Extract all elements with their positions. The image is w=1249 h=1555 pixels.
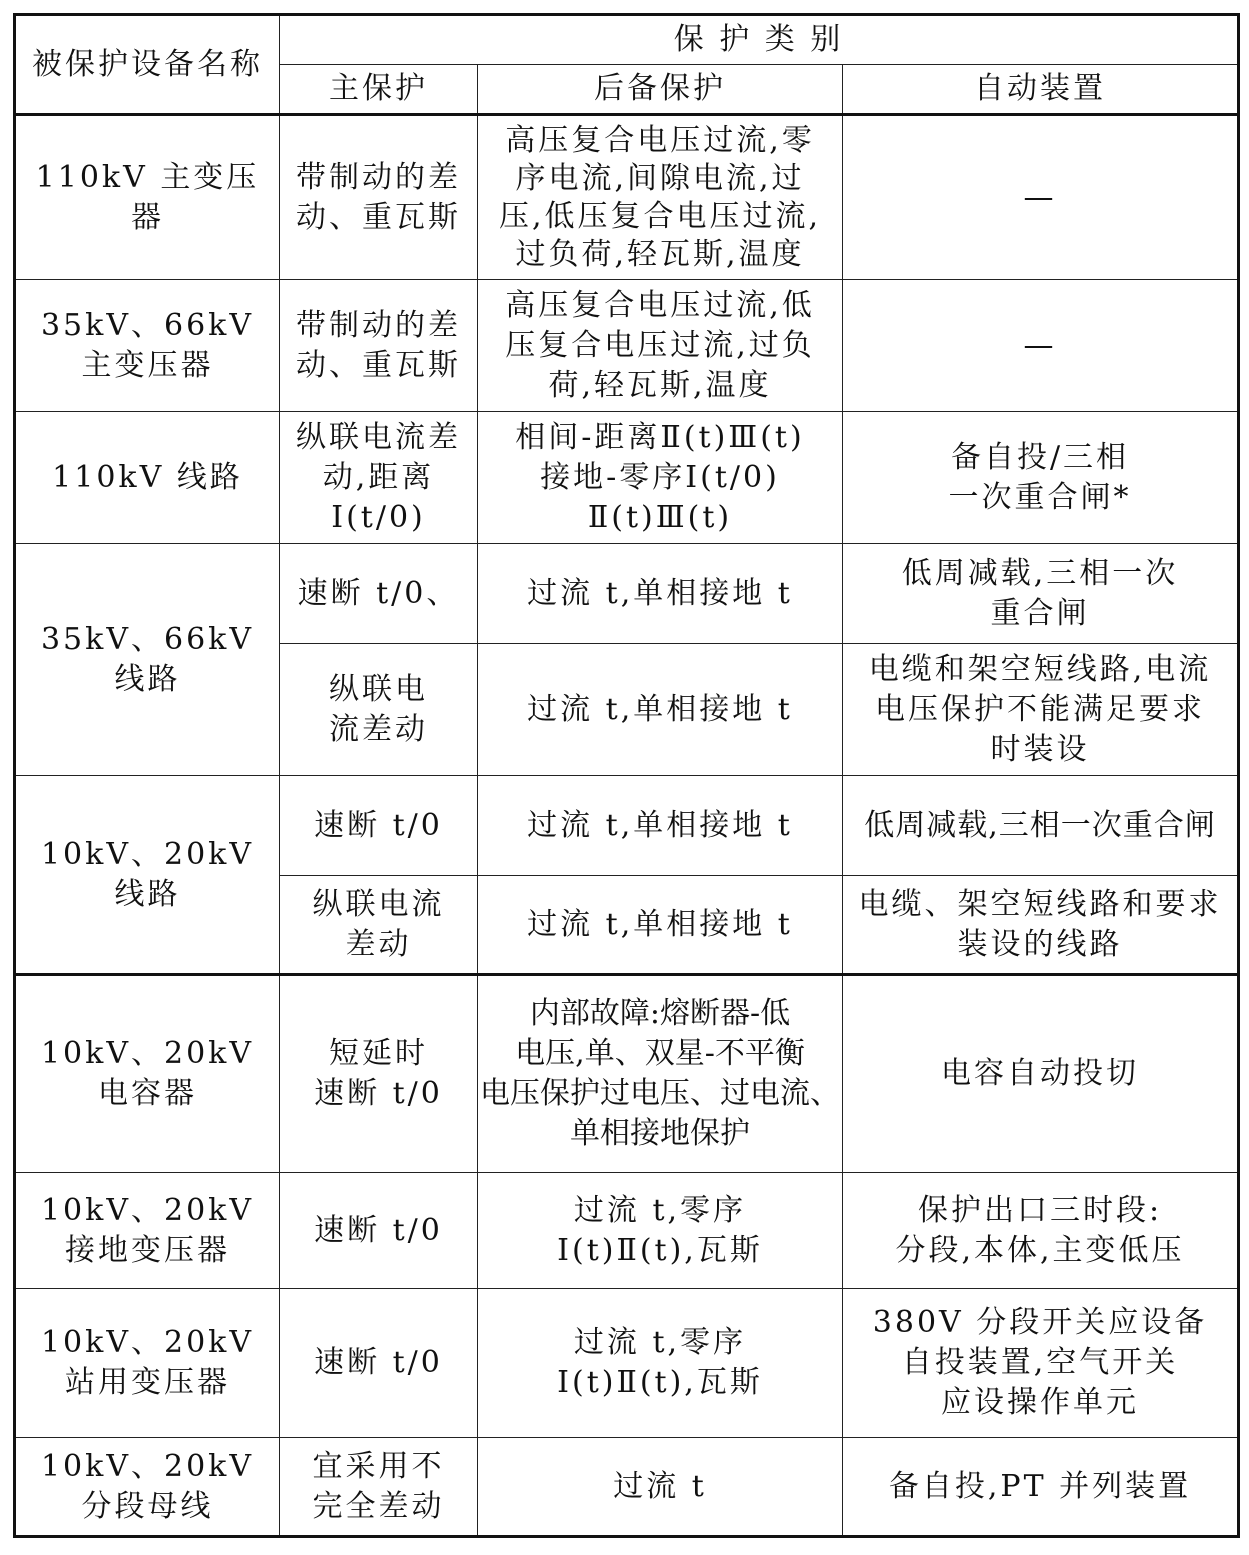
device-cell: 10kV、20kV 分段母线 xyxy=(15,1438,280,1537)
main-protection-cell: 带制动的差 动、重瓦斯 xyxy=(280,115,478,280)
backup-protection-cell: 过流 t,零序 Ⅰ(t)Ⅱ(t),瓦斯 xyxy=(478,1289,843,1438)
device-cell: 110kV 主变压器 xyxy=(15,115,280,280)
main-protection-cell: 速断 t/0 xyxy=(280,1289,478,1438)
auto-device-cell: 备自投,PT 并列装置 xyxy=(843,1438,1239,1537)
main-protection-cell: 纵联电 流差动 xyxy=(280,644,478,776)
header-protection-type: 保 护 类 别 xyxy=(280,15,1239,65)
header-backup-protection: 后备保护 xyxy=(478,65,843,115)
auto-device-cell: 备自投/三相 一次重合闸* xyxy=(843,412,1239,544)
auto-device-cell: — xyxy=(843,115,1239,280)
backup-protection-cell: 过流 t,单相接地 t xyxy=(478,776,843,876)
header-auto-device: 自动装置 xyxy=(843,65,1239,115)
backup-protection-cell: 过流 t,零序 Ⅰ(t)Ⅱ(t),瓦斯 xyxy=(478,1173,843,1289)
main-protection-cell: 带制动的差 动、重瓦斯 xyxy=(280,280,478,412)
backup-protection-cell: 过流 t,单相接地 t xyxy=(478,644,843,776)
main-protection-cell: 速断 t/0 xyxy=(280,776,478,876)
table-row xyxy=(15,776,1239,876)
auto-device-cell: 低周减载,三相一次重合闸 xyxy=(843,776,1239,876)
backup-protection-cell: 过流 t xyxy=(478,1438,843,1537)
table-row xyxy=(15,412,1239,544)
header-device-name: 被保护设备名称 xyxy=(15,15,280,115)
main-protection-cell: 速断 t/0 xyxy=(280,1173,478,1289)
backup-protection-cell: 高压复合电压过流,低 压复合电压过流,过负 荷,轻瓦斯,温度 xyxy=(478,280,843,412)
table-row xyxy=(15,280,1239,412)
header-main-protection: 主保护 xyxy=(280,65,478,115)
main-protection-cell: 短延时 速断 t/0 xyxy=(280,975,478,1173)
device-cell: 10kV、20kV 线路 xyxy=(15,776,280,975)
auto-device-cell: 低周减载,三相一次 重合闸 xyxy=(843,544,1239,644)
protection-config-table xyxy=(13,13,1240,1538)
device-cell: 35kV、66kV 主变压器 xyxy=(15,280,280,412)
table-row xyxy=(15,1289,1239,1438)
device-cell: 10kV、20kV 接地变压器 xyxy=(15,1173,280,1289)
auto-device-cell: 保护出口三时段: 分段,本体,主变低压 xyxy=(843,1173,1239,1289)
main-protection-cell: 纵联电流差 动,距离 Ⅰ(t/0) xyxy=(280,412,478,544)
table-row xyxy=(15,115,1239,280)
auto-device-cell: 电容自动投切 xyxy=(843,975,1239,1173)
table-row xyxy=(15,544,1239,644)
device-cell: 10kV、20kV 站用变压器 xyxy=(15,1289,280,1438)
main-protection-cell: 宜采用不 完全差动 xyxy=(280,1438,478,1537)
backup-protection-cell: 过流 t,单相接地 t xyxy=(478,544,843,644)
device-cell: 35kV、66kV 线路 xyxy=(15,544,280,776)
auto-device-cell: — xyxy=(843,280,1239,412)
table-row xyxy=(15,1173,1239,1289)
backup-protection-cell: 过流 t,单相接地 t xyxy=(478,876,843,975)
backup-protection-cell: 相间-距离Ⅱ(t)Ⅲ(t) 接地-零序Ⅰ(t/0) Ⅱ(t)Ⅲ(t) xyxy=(478,412,843,544)
table-row xyxy=(15,1438,1239,1537)
device-cell: 10kV、20kV 电容器 xyxy=(15,975,280,1173)
main-protection-cell: 速断 t/0、 xyxy=(280,544,478,644)
backup-protection-cell: 高压复合电压过流,零 序电流,间隙电流,过 压,低压复合电压过流, 过负荷,轻瓦斯,温度 xyxy=(478,115,843,280)
auto-device-cell: 电缆和架空短线路,电流 电压保护不能满足要求 时装设 xyxy=(843,644,1239,776)
auto-device-cell: 电缆、架空短线路和要求 装设的线路 xyxy=(843,876,1239,975)
auto-device-cell: 380V 分段开关应设备 自投装置,空气开关 应设操作单元 xyxy=(843,1289,1239,1438)
main-protection-cell: 纵联电流 差动 xyxy=(280,876,478,975)
table-row xyxy=(15,975,1239,1173)
backup-protection-cell: 内部故障:熔断器-低 电压,单、双星-不平衡 电压保护过电压、过电流、 单相接地保护 xyxy=(478,975,843,1173)
device-cell: 110kV 线路 xyxy=(15,412,280,544)
